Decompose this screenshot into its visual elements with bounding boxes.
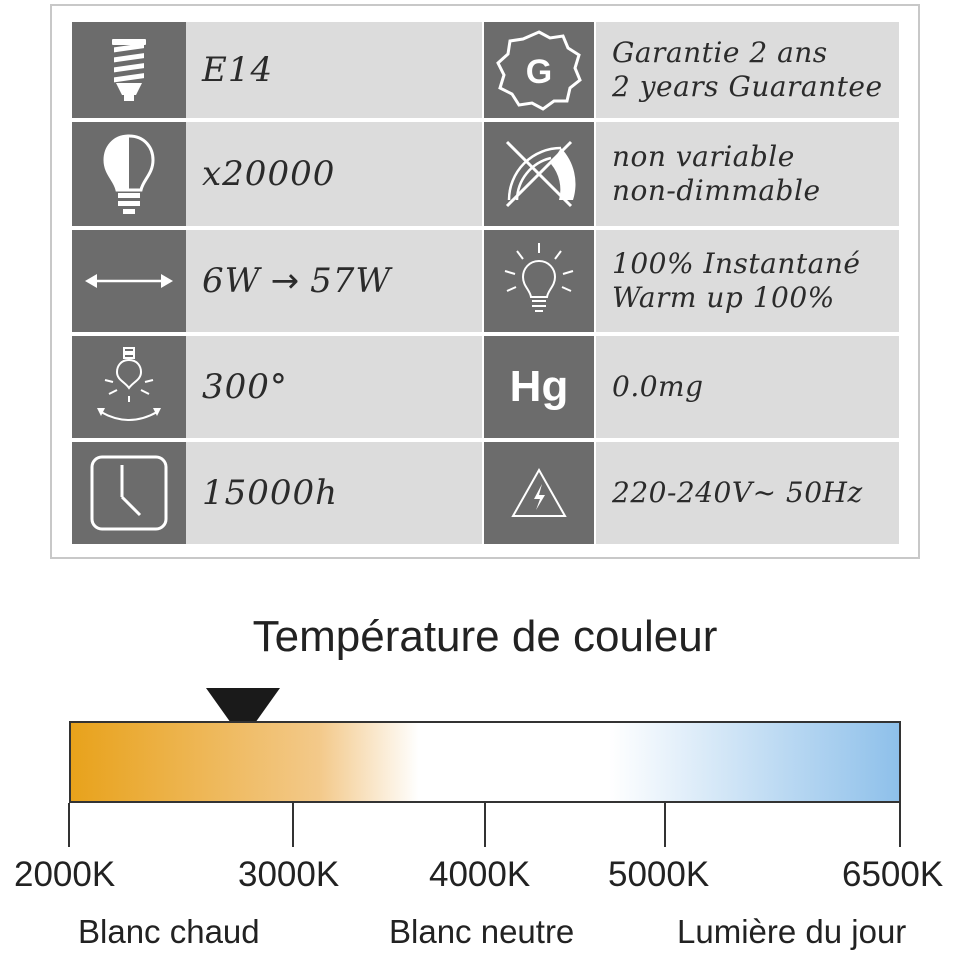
lifetime-value: 15000h [202,473,339,513]
desc-neutral-white: Blanc neutre [389,913,575,950]
warm-up-line-en: Warm up 100% [612,281,835,314]
dimmable-line-en: non-dimmable [612,174,821,207]
high-voltage-warning-icon [484,442,594,544]
guarantee-cell [596,22,899,118]
beam-angle-value: 300° [202,367,288,407]
desc-daylight: Lumière du jour [677,913,907,950]
tick-3000k [292,803,294,847]
bulb-socket-icon [72,22,186,118]
voltage-cell [596,442,899,544]
guarantee-line-fr: Garantie 2 ans [612,36,828,69]
mercury-value: 0.0mg [612,370,704,403]
scale-label-5000k: 5000K [608,855,710,894]
tick-2000k [68,803,70,847]
warm-up-cell [596,230,899,332]
equivalence-arrow-icon [72,230,186,332]
socket-type-cell [186,22,482,118]
power-from: 6W [202,261,261,301]
scale-label-2000k: 2000K [14,855,116,894]
spec-table [50,4,920,559]
guarantee-badge-letter: G [525,53,553,91]
lifetime-cell [186,442,482,544]
tick-4000k [484,803,486,847]
switch-cycles-value: x20000 [202,154,336,194]
scale-label-4000k: 4000K [429,855,531,894]
color-temperature-title: Température de couleur [252,612,718,661]
scale-label-6500k: 6500K [842,855,944,894]
guarantee-badge-icon [484,22,594,118]
beam-angle-cell [186,336,482,438]
warm-up-line-fr: 100% Instantané [612,247,861,280]
switch-cycles-bulb-icon [72,122,186,226]
guarantee-line-en: 2 years Guarantee [612,70,883,103]
clock-icon [72,442,186,544]
scale-label-3000k: 3000K [238,855,340,894]
mercury-symbol: Hg [509,362,569,411]
desc-warm-white: Blanc chaud [78,913,260,950]
instant-light-bulb-icon [484,230,594,332]
voltage-value: 220-240V~ 50Hz [612,476,863,509]
mercury-cell [596,336,899,438]
tick-6500k [899,803,901,847]
socket-type-value: E14 [202,50,274,90]
tick-5000k [664,803,666,847]
switch-cycles-cell [186,122,482,226]
power-arrow: → [270,261,301,301]
power-equivalence-cell [186,230,482,332]
non-dimmable-icon [484,122,594,226]
mercury-icon [484,336,594,438]
power-to: 57W [310,261,392,301]
color-temperature-gradient-bar [69,721,901,803]
dimmable-line-fr: non variable [612,140,795,173]
beam-angle-icon [72,336,186,438]
dimmable-cell [596,122,899,226]
